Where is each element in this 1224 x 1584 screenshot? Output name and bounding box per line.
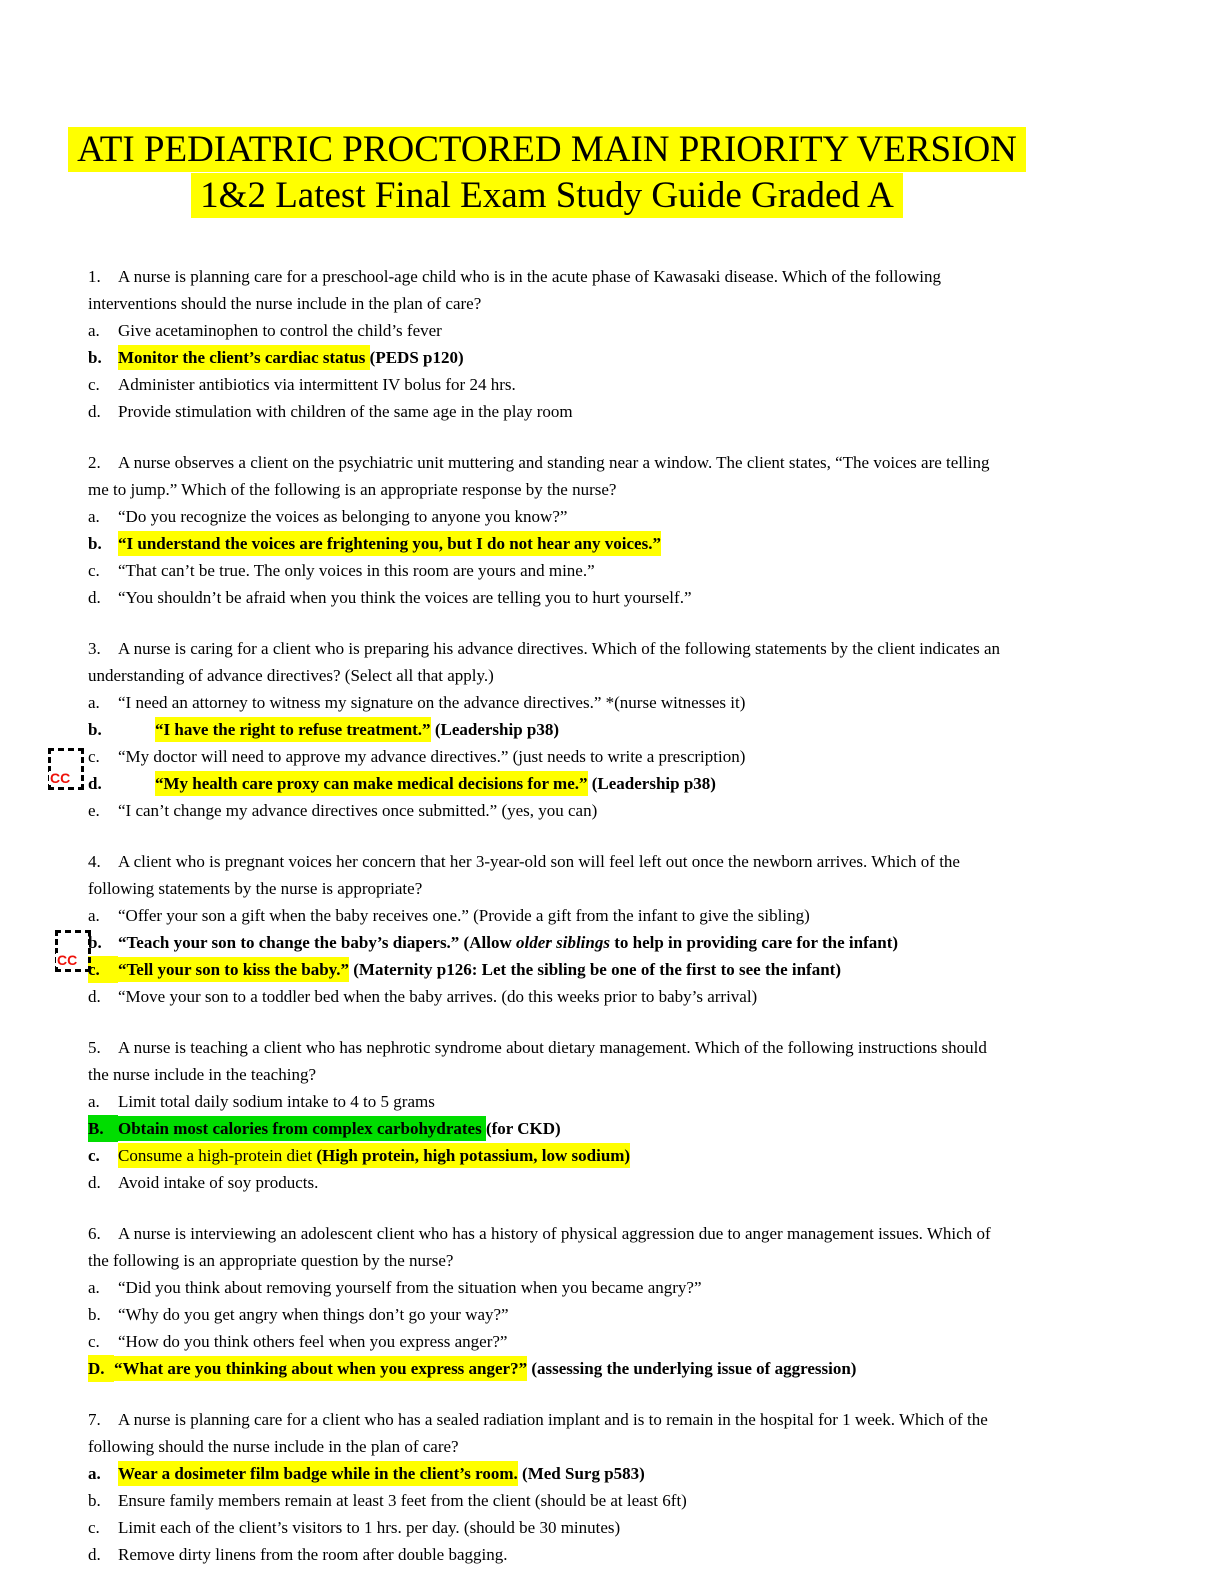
answer-option	[88, 1355, 1156, 1382]
question-stem-line	[88, 1433, 1156, 1460]
option-letter: d.	[88, 987, 101, 1006]
option-letter: B.	[88, 1115, 118, 1142]
option-text-run: Consume a high-protein diet	[118, 1143, 316, 1168]
option-text-run: (Med Surg p583)	[517, 1464, 645, 1483]
option-text-run: (Leadership p38)	[587, 774, 716, 793]
question-block	[88, 848, 1156, 1010]
question-stem-line	[88, 1247, 1156, 1274]
option-text-run: “I can’t change my advance directives once submitted.” (yes, you can)	[118, 801, 598, 820]
option-text-run: Administer antibiotics via intermittent IV bolus for 24 hrs.	[118, 375, 516, 394]
option-letter: d.	[88, 1173, 101, 1192]
answer-option	[88, 530, 1156, 557]
answer-option	[88, 797, 1156, 824]
option-text-run: Obtain most calories from complex carbohydrates	[118, 1116, 486, 1141]
cc-annotation	[55, 930, 91, 972]
option-text-run: Monitor the client’s cardiac status	[118, 345, 370, 370]
question-block	[88, 449, 1156, 611]
question-stem-text: A nurse is teaching a client who has nephrotic syndrome about dietary management. Which of the following instructions should	[118, 1038, 987, 1057]
question-stem-line	[88, 1406, 1156, 1433]
answer-option	[88, 584, 1156, 611]
option-letter: c.	[88, 375, 100, 394]
answer-option	[88, 1274, 1156, 1301]
answer-option	[88, 929, 1156, 956]
answer-option	[88, 317, 1156, 344]
option-text-run: “Teach your son to change the baby’s diapers.” (Allow	[118, 933, 516, 952]
option-letter: a.	[88, 321, 100, 340]
option-text-run: “Do you recognize the voices as belonging to anyone you know?”	[118, 507, 568, 526]
option-letter: b.	[88, 1491, 101, 1510]
option-letter: c.	[88, 956, 118, 983]
question-stem-line	[88, 662, 1156, 689]
option-text-run: “I understand the voices are frightening you, but I do not hear any voices.”	[118, 531, 661, 556]
answer-option	[88, 1142, 1156, 1169]
option-letter: b.	[88, 534, 102, 553]
question-stem-text: A nurse is planning care for a preschool-age child who is in the acute phase of Kawasaki disease. Which of the following	[118, 267, 941, 286]
question-stem-text: the following is an appropriate question by the nurse?	[88, 1251, 454, 1270]
question-stem-line	[88, 635, 1156, 662]
answer-option	[88, 1487, 1156, 1514]
option-text-run: “How do you think others feel when you express anger?”	[118, 1332, 508, 1351]
answer-option	[88, 371, 1156, 398]
option-letter: c.	[88, 747, 100, 766]
option-text-run: “That can’t be true. The only voices in this room are yours and mine.”	[118, 561, 595, 580]
answer-option	[88, 344, 1156, 371]
answer-option	[88, 770, 1156, 797]
question-stem-line	[88, 263, 1156, 290]
option-letter: d.	[88, 1545, 101, 1564]
question-list	[88, 263, 1156, 1568]
answer-option	[88, 1301, 1156, 1328]
answer-option	[88, 557, 1156, 584]
question-stem-text: A nurse is planning care for a client who has a sealed radiation implant and is to remain in the hospital for 1 week. Which of the	[118, 1410, 988, 1429]
page-title-line-2	[0, 173, 1094, 219]
answer-option	[88, 1328, 1156, 1355]
page-title-line-2-text: 1&2 Latest Final Exam Study Guide Graded A	[191, 173, 903, 218]
question-stem-text: the nurse include in the teaching?	[88, 1065, 316, 1084]
question-stem-line	[88, 848, 1156, 875]
answer-option	[88, 716, 1156, 743]
cc-annotation-label: CC	[57, 952, 78, 968]
question-stem-text: understanding of advance directives? (Select all that apply.)	[88, 666, 494, 685]
answer-option	[88, 689, 1156, 716]
answer-option	[88, 743, 1156, 770]
option-text-run: (Leadership p38)	[430, 720, 560, 739]
answer-option	[88, 1514, 1156, 1541]
option-letter: e.	[88, 801, 100, 820]
question-stem-text: A nurse is interviewing an adolescent client who has a history of physical aggression due to anger management issues. Which of	[118, 1224, 991, 1243]
option-text-run: (PEDS p120)	[369, 348, 464, 367]
question-block	[88, 1034, 1156, 1196]
question-stem-line	[88, 1061, 1156, 1088]
question-stem-line	[88, 449, 1156, 476]
option-text-run: “My health care proxy can make medical decisions for me.”	[155, 771, 588, 796]
option-text-run: Wear a dosimeter film badge while in the client’s room.	[118, 1461, 518, 1486]
option-letter: b.	[88, 348, 102, 367]
option-text-run: (Maternity p126: Let the sibling be one of the first to see the infant)	[349, 960, 841, 979]
option-letter: a.	[88, 906, 100, 925]
cc-annotation	[48, 748, 84, 790]
question-stem-line	[88, 1220, 1156, 1247]
question-block	[88, 263, 1156, 425]
option-text-run: Limit each of the client’s visitors to 1 hrs. per day. (should be 30 minutes)	[118, 1518, 621, 1537]
option-text-run: Avoid intake of soy products.	[118, 1173, 319, 1192]
question-number: 3.	[88, 639, 101, 658]
question-stem-line	[88, 290, 1156, 317]
answer-option	[88, 1460, 1156, 1487]
page-title-line-1-text: ATI PEDIATRIC PROCTORED MAIN PRIORITY VERSION	[68, 127, 1026, 172]
question-block	[88, 635, 1156, 824]
answer-option	[88, 503, 1156, 530]
option-text-run: “Did you think about removing yourself from the situation when you became angry?”	[118, 1278, 702, 1297]
option-letter: d.	[88, 588, 101, 607]
question-stem-line	[88, 476, 1156, 503]
option-text-run: to help in providing care for the infant)	[609, 933, 899, 952]
option-letter: c.	[88, 561, 100, 580]
question-stem-text: A nurse is caring for a client who is preparing his advance directives. Which of the following statements by the client indicates an	[118, 639, 1001, 658]
question-number: 5.	[88, 1038, 101, 1057]
option-letter: d.	[88, 402, 101, 421]
question-stem-text: interventions should the nurse include in the plan of care?	[88, 294, 482, 313]
option-letter: a.	[88, 1092, 100, 1111]
option-text-run: “My doctor will need to approve my advance directives.” (just needs to write a prescription)	[118, 747, 746, 766]
question-stem-text: following statements by the nurse is appropriate?	[88, 879, 423, 898]
answer-option	[88, 983, 1156, 1010]
option-text-run: (assessing the underlying issue of aggression)	[527, 1359, 857, 1378]
option-text-run: Remove dirty linens from the room after double bagging.	[118, 1545, 508, 1564]
question-number: 2.	[88, 453, 101, 472]
option-text-run: Give acetaminophen to control the child’s fever	[118, 321, 442, 340]
option-text-run: Ensure family members remain at least 3 feet from the client (should be at least 6ft)	[118, 1491, 687, 1510]
option-letter: D.	[88, 1355, 114, 1382]
option-letter: d.	[88, 774, 102, 793]
option-text-run: “Why do you get angry when things don’t go your way?”	[118, 1305, 509, 1324]
option-letter: b.	[88, 933, 102, 952]
answer-option	[88, 956, 1156, 983]
question-stem-text: A client who is pregnant voices her concern that her 3-year-old son will feel left out once the newborn arrives. Which of the	[118, 852, 960, 871]
option-letter: a.	[88, 693, 100, 712]
cc-annotation-label: CC	[50, 770, 71, 786]
option-letter: a.	[88, 1464, 101, 1483]
option-text-run: “I have the right to refuse treatment.”	[155, 717, 431, 742]
option-text-run: “Offer your son a gift when the baby receives one.” (Provide a gift from the infant to give the sibling)	[118, 906, 810, 925]
answer-option	[88, 1115, 1156, 1142]
question-number: 1.	[88, 267, 101, 286]
option-text-run: “I need an attorney to witness my signature on the advance directives.” *(nurse witnesses it)	[118, 693, 746, 712]
question-stem-text: following should the nurse include in the plan of care?	[88, 1437, 459, 1456]
option-letter: a.	[88, 507, 100, 526]
option-text-run: “Move your son to a toddler bed when the baby arrives. (do this weeks prior to baby’s arrival)	[118, 987, 758, 1006]
page-title-line-1	[0, 127, 1094, 173]
question-block	[88, 1406, 1156, 1568]
answer-option	[88, 398, 1156, 425]
answer-option	[88, 1541, 1156, 1568]
question-stem-text: me to jump.” Which of the following is an appropriate response by the nurse?	[88, 480, 617, 499]
page-title	[0, 0, 1094, 219]
option-text-run: “Tell your son to kiss the baby.”	[118, 957, 349, 982]
option-text-run: older siblings	[515, 933, 610, 952]
option-letter: c.	[88, 1146, 100, 1165]
question-stem-line	[88, 875, 1156, 902]
question-stem-line	[88, 1034, 1156, 1061]
answer-option	[88, 1088, 1156, 1115]
option-letter: b.	[88, 720, 102, 739]
question-number: 7.	[88, 1410, 101, 1429]
answer-option	[88, 902, 1156, 929]
option-letter: a.	[88, 1278, 100, 1297]
option-text-run: (for CKD)	[485, 1119, 561, 1138]
option-letter: c.	[88, 1332, 100, 1351]
question-number: 4.	[88, 852, 101, 871]
option-text-run: “What are you thinking about when you express anger?”	[114, 1356, 527, 1381]
option-text-run: Limit total daily sodium intake to 4 to 5 grams	[118, 1092, 435, 1111]
option-letter: b.	[88, 1305, 101, 1324]
answer-option	[88, 1169, 1156, 1196]
question-stem-text: A nurse observes a client on the psychiatric unit muttering and standing near a window. The client states, “The voices are telling	[118, 453, 990, 472]
option-letter: c.	[88, 1518, 100, 1537]
question-block	[88, 1220, 1156, 1382]
question-number: 6.	[88, 1224, 101, 1243]
option-text-run: “You shouldn’t be afraid when you think the voices are telling you to hurt yourself.”	[118, 588, 692, 607]
option-text-run: (High protein, high potassium, low sodium)	[316, 1143, 630, 1168]
option-text-run: Provide stimulation with children of the same age in the play room	[118, 402, 573, 421]
